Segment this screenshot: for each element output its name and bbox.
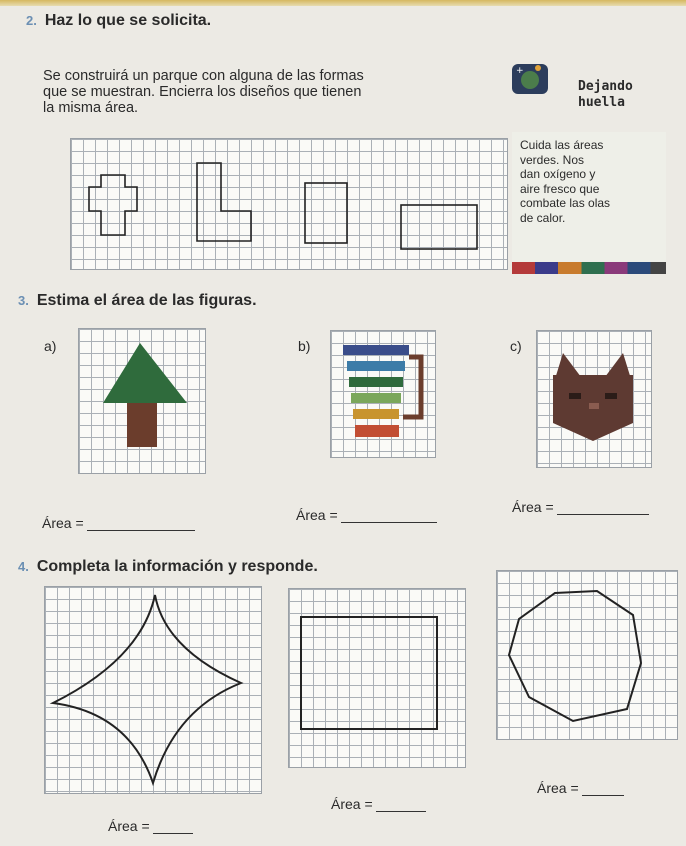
label-c: c) (510, 338, 522, 354)
sidebar-text (520, 138, 610, 225)
question-3-heading (18, 292, 257, 310)
area-c-row (512, 499, 649, 515)
answer-blank[interactable] (153, 819, 193, 834)
cat-head (553, 375, 633, 423)
rectangle-grid (288, 588, 466, 768)
question-title: Completa la información y responde. (36, 558, 318, 575)
area-label: Área = (108, 818, 150, 834)
cup-band (353, 409, 399, 419)
question-2-text (43, 68, 364, 116)
question-4-heading (18, 558, 318, 576)
area-label: Área = (331, 796, 373, 812)
figure-c-grid (536, 330, 652, 468)
question-2-heading (26, 12, 211, 30)
cup-band (347, 361, 405, 371)
cup-band (355, 425, 399, 437)
figure-b-grid (330, 330, 436, 458)
octagon-shape (509, 591, 641, 721)
area-rectangle-row (331, 796, 426, 812)
answer-blank[interactable] (341, 508, 437, 523)
area-a-row (42, 515, 195, 531)
cross-shape (89, 175, 137, 235)
text-line: Se construirá un parque con alguna de las formas (43, 68, 364, 84)
label-b: b) (298, 338, 311, 354)
tree-crown (103, 343, 187, 403)
answer-blank[interactable] (87, 516, 195, 531)
page-top-band (0, 0, 686, 6)
cat-chin (553, 423, 633, 441)
label-a: a) (44, 338, 57, 354)
planet-badge-icon (508, 58, 552, 98)
sidebar-line: dan oxígeno y (520, 167, 596, 181)
sidebar-title-line: huella (578, 95, 625, 110)
sidebar-line: Cuida las áreas (520, 138, 604, 152)
question-number: 2. (26, 13, 37, 28)
text-line: la misma área. (43, 100, 139, 116)
sidebar-title (578, 79, 633, 111)
octagon-grid (496, 570, 678, 740)
tree-trunk (127, 403, 157, 447)
answer-blank[interactable] (557, 500, 649, 515)
star-shape (53, 595, 241, 783)
shapes-grid (70, 138, 508, 270)
sidebar-title-line: Dejando (578, 79, 633, 94)
cat-eye (605, 393, 617, 399)
question-title: Haz lo que se solicita. (44, 12, 212, 29)
question-title: Estima el área de las figuras. (36, 292, 257, 309)
sidebar-line: de calor. (520, 210, 566, 225)
star-grid (44, 586, 262, 794)
question-number: 4. (18, 559, 29, 574)
question-number: 3. (18, 293, 29, 308)
area-octagon-row (537, 780, 624, 796)
area-label: Área = (512, 499, 554, 515)
cup-band (351, 393, 401, 403)
svg-text:+: + (516, 66, 524, 76)
area-b-row (296, 507, 437, 523)
text-line: que se muestran. Encierra los diseños que tienen (43, 84, 362, 100)
area-label: Área = (296, 507, 338, 523)
area-star-row (108, 818, 193, 834)
cup-band (349, 377, 403, 387)
cup-band (343, 345, 409, 355)
cat-eye (569, 393, 581, 399)
figure-a-grid (78, 328, 206, 474)
sidebar-line: combate las olas (520, 196, 611, 210)
sidebar-line: aire fresco que (520, 181, 600, 196)
decorative-stripe (512, 262, 666, 274)
square-shape (305, 183, 347, 243)
area-label: Área = (537, 780, 579, 796)
cat-nose (589, 403, 599, 409)
answer-blank[interactable] (376, 797, 426, 812)
rectangle-shape (401, 205, 477, 249)
area-label: Área = (42, 515, 84, 531)
big-rectangle (301, 617, 437, 729)
cup-handle (403, 357, 421, 417)
answer-blank[interactable] (582, 781, 624, 796)
l-shape (197, 163, 251, 241)
sidebar-line: verdes. Nos (520, 152, 585, 167)
